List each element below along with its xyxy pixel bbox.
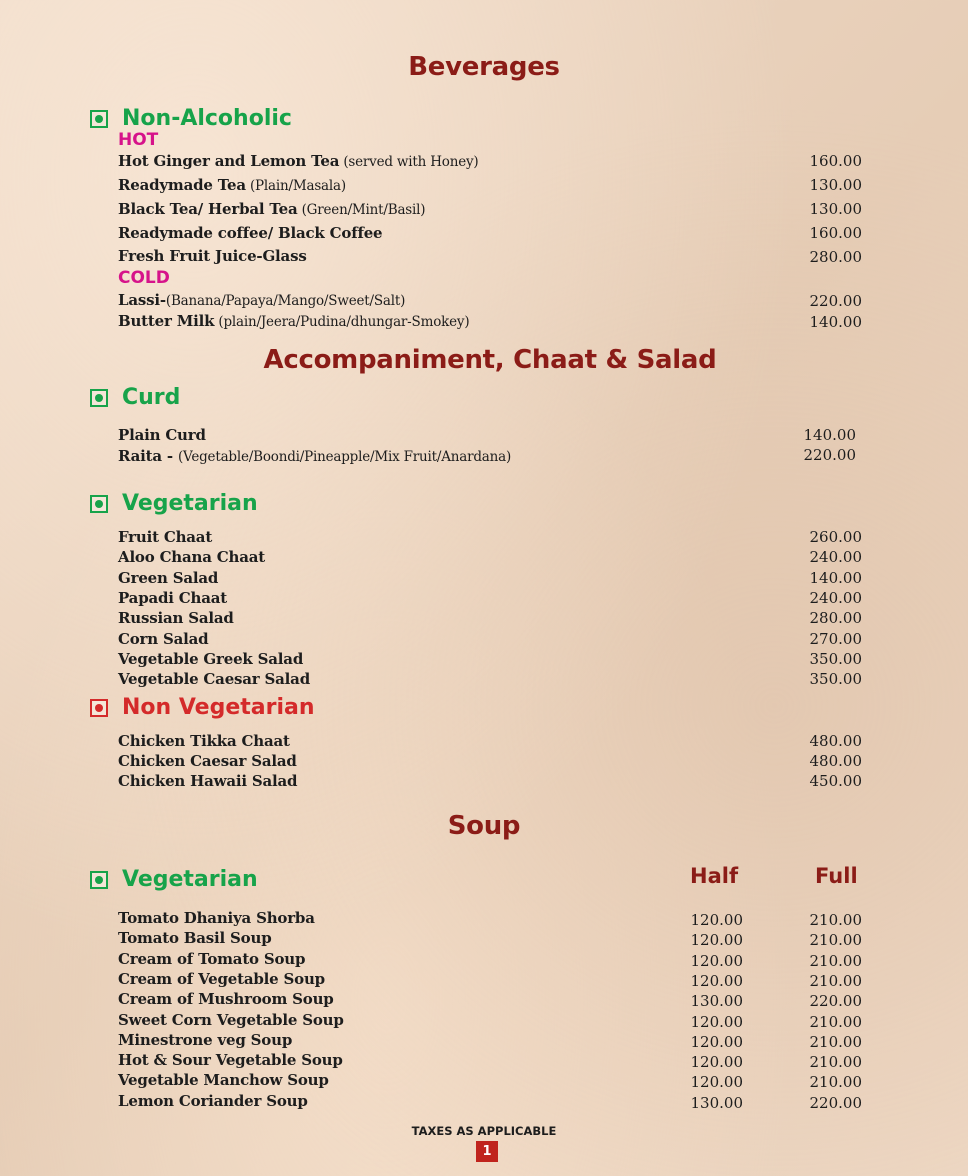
menu-item: Aloo Chana Chaat (118, 548, 265, 567)
menu-item: Papadi Chaat (118, 588, 228, 607)
menu-item: Raita - (Vegetable/Boondi/Pineapple/Mix Fruit/Anardana) (118, 447, 512, 465)
item-price: 350.00 (809, 649, 862, 668)
full-price: 220.00 (809, 992, 862, 1011)
menu-item: Vegetable Manchow Soup (118, 1071, 329, 1090)
full-price: 210.00 (809, 1053, 862, 1072)
menu-item: Lemon Coriander Soup (118, 1091, 308, 1110)
menu-item: Readymade coffee/ Black Coffee (118, 224, 383, 242)
category-label: Vegetarian (122, 867, 258, 892)
item-price: 140.00 (809, 568, 862, 587)
item-price: 130.00 (809, 200, 862, 218)
item-price: 160.00 (809, 224, 862, 242)
menu-item: Hot Ginger and Lemon Tea (served with Honey) (118, 152, 479, 170)
half-price: 120.00 (690, 911, 743, 929)
item-price: 450.00 (809, 772, 862, 790)
taxes-note: TAXES AS APPLICABLE (411, 1124, 557, 1138)
menu-item: Cream of Mushroom Soup (118, 990, 334, 1009)
item-price: 240.00 (809, 548, 862, 567)
half-price: 120.00 (690, 951, 743, 970)
menu-item: Vegetable Caesar Salad (118, 670, 310, 689)
menu-item: Chicken Hawaii Salad (118, 772, 298, 790)
category-label: Curd (122, 385, 181, 410)
category-soup-vegetarian (90, 867, 258, 892)
category-label: Non Vegetarian (122, 695, 315, 720)
item-price: 160.00 (809, 152, 862, 170)
half-price: 120.00 (690, 1032, 743, 1051)
item-price: 480.00 (809, 732, 862, 750)
category-curd (90, 385, 180, 410)
menu-item: Hot & Sour Vegetable Soup (118, 1051, 343, 1070)
menu-item: Plain Curd (118, 426, 206, 444)
menu-item: Black Tea/ Herbal Tea (Green/Mint/Basil) (118, 200, 426, 218)
item-price: 130.00 (809, 176, 862, 194)
veg-mark-icon (90, 495, 108, 513)
half-price: 130.00 (690, 1093, 743, 1112)
menu-item: Cream of Tomato Soup (118, 949, 306, 968)
item-price: 260.00 (809, 528, 862, 546)
full-price: 210.00 (809, 1012, 862, 1031)
full-price: 210.00 (809, 1073, 862, 1092)
menu-item: Lassi-(Banana/Papaya/Mango/Sweet/Salt) (118, 291, 406, 309)
half-price: 120.00 (690, 971, 743, 990)
half-column-header: Half (690, 864, 739, 888)
menu-item: Cream of Vegetable Soup (118, 969, 325, 988)
menu-item: Chicken Tikka Chaat (118, 732, 290, 750)
menu-item: Fresh Fruit Juice-Glass (118, 247, 307, 265)
category-non-vegetarian (90, 695, 315, 720)
half-price: 120.00 (690, 1012, 743, 1031)
category-label: Vegetarian (122, 491, 258, 516)
menu-item: Green Salad (118, 568, 219, 587)
item-price: 350.00 (809, 670, 862, 689)
full-column-header: Full (815, 864, 858, 888)
full-price: 210.00 (809, 971, 862, 990)
full-price: 210.00 (809, 911, 862, 929)
page-number: 1 (476, 1141, 498, 1162)
menu-item: Corn Salad (118, 629, 209, 648)
subcategory-cold: COLD (118, 268, 170, 288)
item-price: 280.00 (809, 609, 862, 628)
category-label: Non-Alcoholic (122, 106, 292, 131)
item-price: 140.00 (803, 426, 856, 444)
accompaniment-title: Accompaniment, Chaat & Salad (263, 345, 717, 375)
menu-item: Sweet Corn Vegetable Soup (118, 1010, 344, 1029)
veg-mark-icon (90, 871, 108, 889)
menu-item: Readymade Tea (Plain/Masala) (118, 176, 346, 194)
full-price: 210.00 (809, 951, 862, 970)
menu-item: Russian Salad (118, 609, 234, 628)
item-price: 240.00 (809, 588, 862, 607)
half-price: 120.00 (690, 1053, 743, 1072)
item-price: 480.00 (809, 752, 862, 770)
menu-item: Fruit Chaat (118, 528, 213, 546)
menu-item: Butter Milk (plain/Jeera/Pudina/dhungar-Smokey) (118, 312, 470, 330)
subcategory-hot: HOT (118, 130, 159, 150)
soup-title: Soup (447, 811, 521, 841)
menu-item: Tomato Basil Soup (118, 929, 272, 948)
category-non-alcoholic (90, 106, 292, 131)
item-price: 270.00 (809, 629, 862, 648)
full-price: 220.00 (809, 1093, 862, 1112)
half-price: 120.00 (690, 931, 743, 950)
full-price: 210.00 (809, 1032, 862, 1051)
half-price: 130.00 (690, 992, 743, 1011)
category-vegetarian (90, 491, 258, 516)
beverages-title: Beverages (408, 52, 560, 82)
menu-item: Tomato Dhaniya Shorba (118, 909, 315, 927)
item-price: 280.00 (809, 248, 862, 266)
menu-item: Minestrone veg Soup (118, 1030, 293, 1049)
veg-mark-icon (90, 389, 108, 407)
menu-item: Chicken Caesar Salad (118, 752, 297, 770)
item-price: 140.00 (809, 313, 862, 331)
item-price: 220.00 (809, 292, 862, 310)
menu-item: Vegetable Greek Salad (118, 649, 304, 668)
nonveg-mark-icon (90, 699, 108, 717)
item-price: 220.00 (803, 446, 856, 464)
half-price: 120.00 (690, 1073, 743, 1092)
full-price: 210.00 (809, 931, 862, 950)
veg-mark-icon (90, 110, 108, 128)
